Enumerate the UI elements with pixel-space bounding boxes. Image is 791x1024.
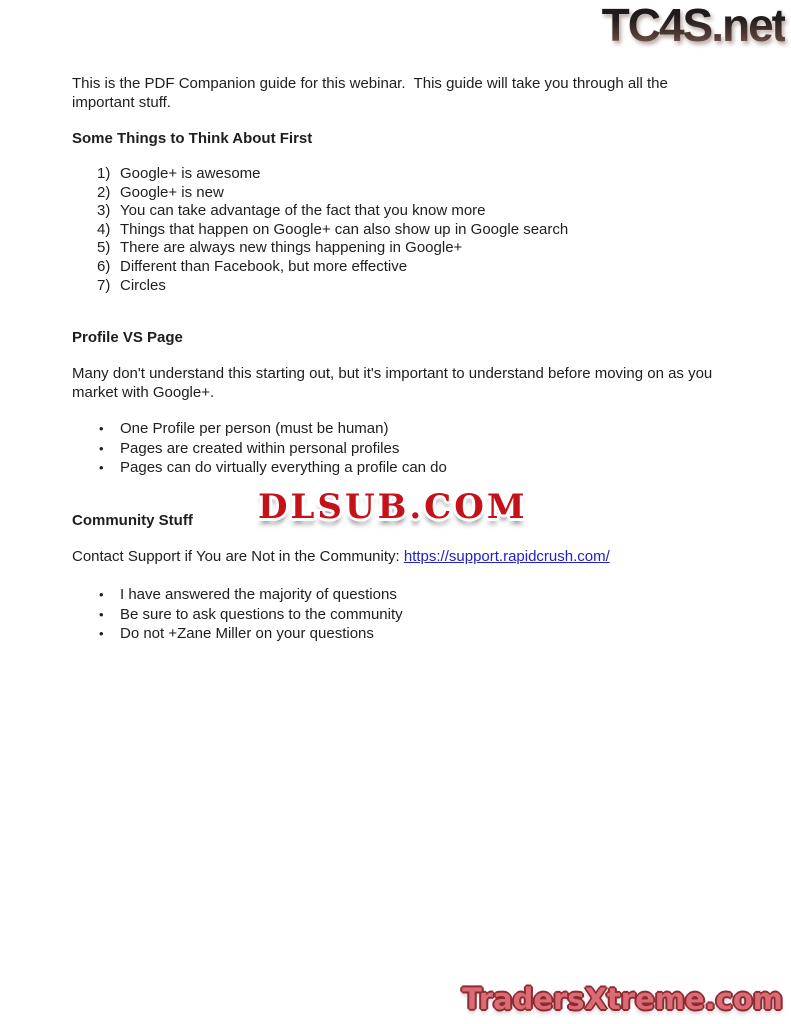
bullet-item (99, 458, 714, 477)
bullet-list-community (72, 585, 714, 643)
bullet-marker: • (99, 606, 104, 622)
list-item (97, 258, 714, 277)
bullet-item (99, 585, 714, 604)
bullet-text: Pages can do virtually everything a profile can do (120, 458, 447, 476)
list-item-text: There are always new things happening in Google+ (120, 239, 463, 257)
list-item-text: Circles (120, 276, 166, 294)
bullet-marker: • (99, 440, 104, 456)
list-item (97, 165, 714, 184)
bullet-item (99, 439, 714, 458)
list-item-number: 4) (97, 220, 111, 238)
list-item-text: Different than Facebook, but more effective (120, 257, 408, 275)
list-item (97, 239, 714, 258)
list-item-number: 2) (97, 183, 111, 201)
support-link[interactable]: https://support.rapidcrush.com/ (403, 548, 610, 566)
list-item (97, 202, 714, 221)
bullet-marker: • (99, 459, 104, 475)
bullet-marker: • (99, 626, 104, 642)
bullet-text: Be sure to ask questions to the community (120, 605, 403, 623)
heading-profile-vs-page: Profile VS Page (72, 329, 183, 347)
list-item (97, 277, 714, 296)
tc4s-watermark-logo: TC4S.net (601, 0, 785, 51)
list-item-number: 7) (97, 276, 111, 294)
heading-community-stuff: Community Stuff (72, 512, 193, 530)
list-item-text: Things that happen on Google+ can also show up in Google search (120, 220, 569, 238)
numbered-list (72, 165, 714, 295)
intro-paragraph: This is the PDF Companion guide for this webinar. This guide will take you through all the important stuff. (72, 75, 673, 111)
bullet-item (99, 605, 714, 624)
list-item-number: 3) (97, 202, 111, 220)
list-item-number: 1) (97, 165, 111, 182)
bullet-item (99, 419, 714, 438)
bullet-list-profile (72, 419, 714, 477)
list-item-text: You can take advantage of the fact that you know more (120, 202, 486, 220)
profile-paragraph: Many don't understand this starting out, but it's important to understand before moving on as you market with Google+. (72, 365, 717, 402)
bullet-text: Pages are created within personal profiles (120, 439, 400, 457)
bullet-text: One Profile per person (must be human) (120, 420, 389, 438)
list-item-number: 6) (97, 257, 111, 275)
bullet-item (99, 624, 714, 643)
bullet-marker: • (99, 587, 104, 603)
list-item-text: Google+ is new (120, 183, 224, 201)
list-item-text: Google+ is awesome (120, 165, 261, 182)
dlsub-watermark-logo: DLSUB.COM (258, 487, 528, 527)
contact-support-line (72, 547, 714, 566)
list-item (97, 221, 714, 240)
bullet-text: Do not +Zane Miller on your questions (120, 625, 374, 643)
bullet-text: I have answered the majority of questions (120, 586, 397, 604)
document-content (72, 74, 717, 644)
bullet-marker: • (99, 421, 104, 437)
contact-support-text: Contact Support if You are Not in the Community: (72, 548, 404, 566)
heading-some-things: Some Things to Think About First (72, 130, 313, 147)
tradersxtreme-watermark-logo: TradersXtreme.com (462, 982, 783, 1016)
list-item (97, 184, 714, 203)
list-item-number: 5) (97, 239, 111, 257)
